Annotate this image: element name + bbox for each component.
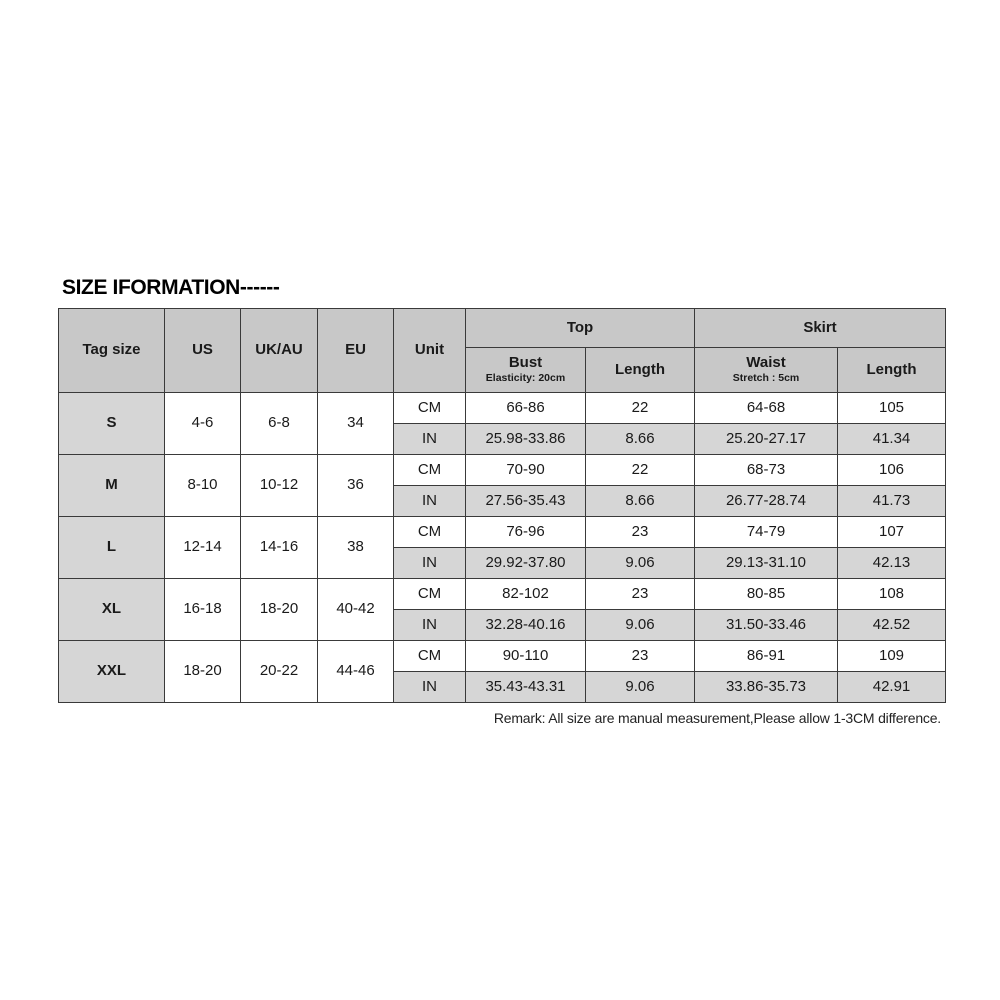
waist-cell: 68-73	[695, 455, 838, 486]
size-chart-table	[58, 308, 946, 703]
header-uk-au: UK/AU	[241, 309, 318, 393]
skirt-length-cell: 42.91	[838, 672, 946, 703]
unit-cell: CM	[394, 393, 466, 424]
top-length-cell: 22	[586, 455, 695, 486]
skirt-length-cell: 107	[838, 517, 946, 548]
skirt-length-cell: 106	[838, 455, 946, 486]
table-row-cm	[59, 579, 946, 610]
eu-size-cell: 38	[318, 517, 394, 579]
waist-cell: 86-91	[695, 641, 838, 672]
bust-cell: 35.43-43.31	[466, 672, 586, 703]
header-skirt: Skirt	[695, 309, 946, 348]
page-title: SIZE IFORMATION------	[62, 276, 280, 299]
bust-cell: 66-86	[466, 393, 586, 424]
eu-size-cell: 44-46	[318, 641, 394, 703]
tag-size-cell: XXL	[59, 641, 165, 703]
eu-size-cell: 36	[318, 455, 394, 517]
header-eu: EU	[318, 309, 394, 393]
bust-cell: 90-110	[466, 641, 586, 672]
header-us: US	[165, 309, 241, 393]
header-bust	[466, 348, 586, 393]
table-row-cm	[59, 641, 946, 672]
unit-cell: CM	[394, 579, 466, 610]
top-length-cell: 22	[586, 393, 695, 424]
header-waist-label: Waist	[746, 353, 786, 371]
top-length-cell: 8.66	[586, 486, 695, 517]
top-length-cell: 23	[586, 579, 695, 610]
bust-cell: 70-90	[466, 455, 586, 486]
waist-cell: 26.77-28.74	[695, 486, 838, 517]
bust-cell: 27.56-35.43	[466, 486, 586, 517]
uk-au-size-cell: 10-12	[241, 455, 318, 517]
us-size-cell: 16-18	[165, 579, 241, 641]
top-length-cell: 9.06	[586, 672, 695, 703]
tag-size-cell: M	[59, 455, 165, 517]
uk-au-size-cell: 6-8	[241, 393, 318, 455]
us-size-cell: 18-20	[165, 641, 241, 703]
tag-size-cell: S	[59, 393, 165, 455]
bust-cell: 76-96	[466, 517, 586, 548]
tag-size-cell: XL	[59, 579, 165, 641]
waist-cell: 64-68	[695, 393, 838, 424]
unit-cell: IN	[394, 610, 466, 641]
header-top-length: Length	[586, 348, 695, 393]
unit-cell: IN	[394, 672, 466, 703]
bust-cell: 82-102	[466, 579, 586, 610]
skirt-length-cell: 41.73	[838, 486, 946, 517]
unit-cell: CM	[394, 517, 466, 548]
skirt-length-cell: 108	[838, 579, 946, 610]
skirt-length-cell: 109	[838, 641, 946, 672]
top-length-cell: 9.06	[586, 548, 695, 579]
unit-cell: IN	[394, 424, 466, 455]
header-waist	[695, 348, 838, 393]
unit-cell: IN	[394, 486, 466, 517]
unit-cell: CM	[394, 455, 466, 486]
table-row-cm	[59, 517, 946, 548]
skirt-length-cell: 41.34	[838, 424, 946, 455]
us-size-cell: 4-6	[165, 393, 241, 455]
skirt-length-cell: 105	[838, 393, 946, 424]
top-length-cell: 23	[586, 517, 695, 548]
top-length-cell: 8.66	[586, 424, 695, 455]
us-size-cell: 12-14	[165, 517, 241, 579]
bust-cell: 29.92-37.80	[466, 548, 586, 579]
unit-cell: IN	[394, 548, 466, 579]
header-waist-note: Stretch : 5cm	[732, 372, 800, 385]
skirt-length-cell: 42.13	[838, 548, 946, 579]
remark-note: Remark: All size are manual measurement,Please allow 1-3CM difference.	[493, 710, 941, 726]
uk-au-size-cell: 14-16	[241, 517, 318, 579]
waist-cell: 74-79	[695, 517, 838, 548]
header-bust-label: Bust	[508, 353, 543, 371]
unit-cell: CM	[394, 641, 466, 672]
top-length-cell: 23	[586, 641, 695, 672]
waist-cell: 31.50-33.46	[695, 610, 838, 641]
waist-cell: 29.13-31.10	[695, 548, 838, 579]
bust-cell: 25.98-33.86	[466, 424, 586, 455]
tag-size-cell: L	[59, 517, 165, 579]
us-size-cell: 8-10	[165, 455, 241, 517]
eu-size-cell: 40-42	[318, 579, 394, 641]
table-row-cm	[59, 455, 946, 486]
uk-au-size-cell: 20-22	[241, 641, 318, 703]
header-top: Top	[466, 309, 695, 348]
eu-size-cell: 34	[318, 393, 394, 455]
header-bust-note: Elasticity: 20cm	[485, 372, 566, 385]
waist-cell: 25.20-27.17	[695, 424, 838, 455]
uk-au-size-cell: 18-20	[241, 579, 318, 641]
header-tag-size: Tag size	[59, 309, 165, 393]
bust-cell: 32.28-40.16	[466, 610, 586, 641]
table-row-cm	[59, 393, 946, 424]
skirt-length-cell: 42.52	[838, 610, 946, 641]
waist-cell: 80-85	[695, 579, 838, 610]
header-skirt-length: Length	[838, 348, 946, 393]
waist-cell: 33.86-35.73	[695, 672, 838, 703]
header-unit: Unit	[394, 309, 466, 393]
top-length-cell: 9.06	[586, 610, 695, 641]
